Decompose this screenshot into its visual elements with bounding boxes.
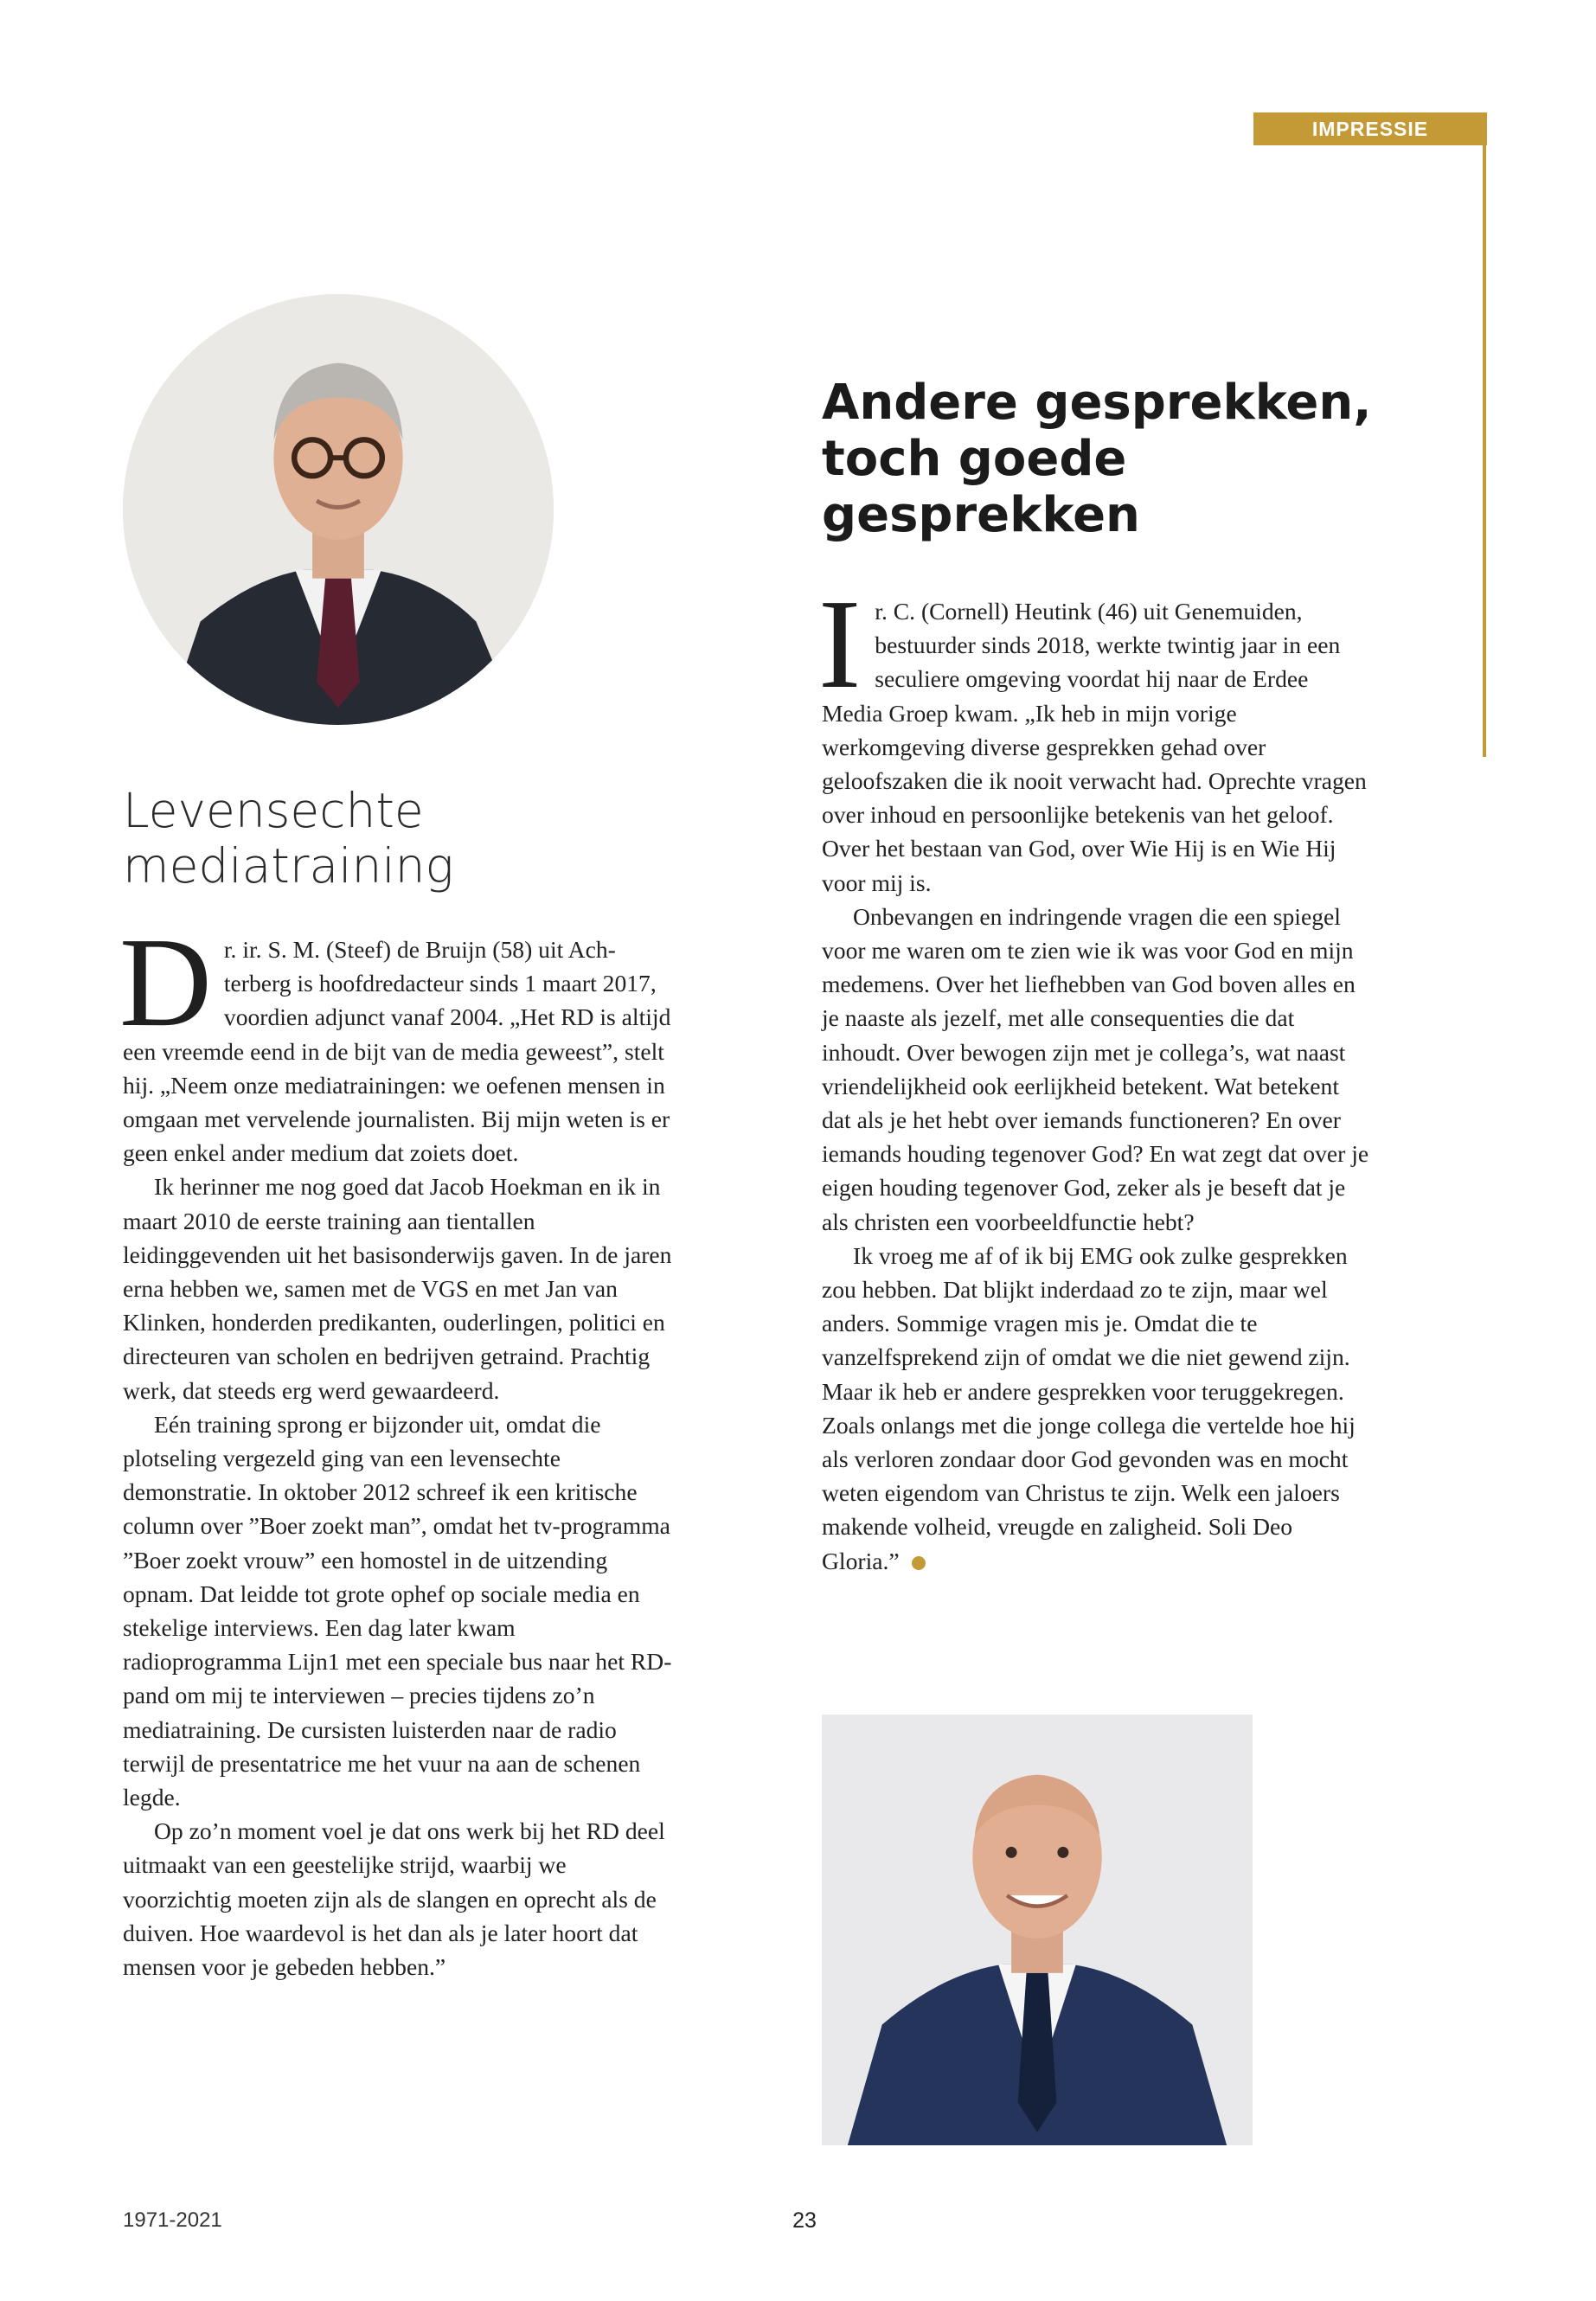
left-paragraph-3: Eén training sprong er bijzonder uit, omdat die plotseling vergezeld ging van een levensechte demonstratie. In oktober 2012 schreef ik een kritische column over ”Boer zoekt man”, omdat het tv-programma ”Boer zoekt vrouw” een homostel in de uitzending opnam. Dat leidde tot grote ophef op sociale media en stekelige interviews. Een dag later kwam radioprogramma Lijn1 met een speciale bus naar het RD-pand om mij te interviewen – precies tijdens zo’n mediatraining. De cursisten luisterden naar de radio terwijl de presentatrice me het vuur na aan de schenen legde. <box>123 1410 672 1811</box>
left-paragraph-4: Op zo’n moment voel je dat ons werk bij het RD deel uitmaakt van een geestelijke strijd, waarbij we voorzichtig moeten zijn als de slangen en oprecht als de duiven. Hoe waardevol is het dan als je later hoort dat mensen voor je gebeden hebben.” <box>123 1817 665 1981</box>
left-paragraph-1-text: r. ir. S. M. (Steef) de Bruijn (58) uit Achterberg is hoofdredacteur sinds 1 maart 2017, voordien adjunct vanaf 2004. „Het RD is altijd een vreemde eend in de bijt van de media geweest”, stelt hij. „Neem onze mediatrainingen: we oefenen mensen in omgaan met vervelende journalisten. Bij mijn weten is er geen enkel ander medium dat zoiets doet. <box>123 936 671 1167</box>
section-label: IMPRESSIE <box>1253 112 1487 145</box>
right-paragraph-1-text: r. C. (Cornell) Heutink (46) uit Genemuiden, bestuurder sinds 2018, werkte twintig jaar in een seculiere omgeving voordat hij naar de Erdee Media Groep kwam. „Ik heb in mijn vorige werkomgeving diverse gesprekken gehad over geloofszaken die ik nooit verwacht had. Oprechte vragen over inhoud en persoonlijke betekenis van het geloof. Over het bestaan van God, over Wie Hij is en Wie Hij voor mij is. <box>822 598 1367 896</box>
left-title-line-1: Levensechte <box>123 783 424 838</box>
left-paragraph-1 <box>119 912 673 1170</box>
left-title-line-2: mediatraining <box>123 838 454 894</box>
left-article-title <box>123 783 676 894</box>
right-paragraph-1 <box>818 574 1372 900</box>
right-title-line-1: Andere gesprekken, <box>822 375 1372 431</box>
right-paragraph-3 <box>822 1239 1372 1578</box>
right-dropcap: I <box>818 574 862 715</box>
portrait-photo-left <box>123 294 554 725</box>
portrait-photo-right <box>822 1715 1253 2145</box>
right-article-title <box>822 375 1375 543</box>
portrait-illustration-right <box>822 1715 1253 2145</box>
left-article-body <box>119 912 673 1984</box>
right-paragraph-3-text: Ik vroeg me af of ik bij EMG ook zulke gesprekken zou hebben. Dat blijkt inderdaad zo te zijn, maar wel anders. Sommige vragen mis je. Omdat die te vanzelfsprekend zijn of omdat we die niet gewend zijn. Maar ik heb er andere gesprekken voor teruggekregen. Zoals onlangs met die jonge collega die vertelde hoe hij als verloren zondaar door God gevonden was en mocht weten eigendom van Christus te zijn. Welk een jaloers makende volheid, vreugde en zaligheid. Soli Deo Gloria.” <box>822 1241 1356 1574</box>
left-dropcap: D <box>119 912 212 1054</box>
right-title-line-2: toch goede <box>822 431 1127 487</box>
right-title-line-3: gesprekken <box>822 487 1140 543</box>
gold-vertical-rule <box>1483 112 1486 757</box>
footer-years: 1971-2021 <box>123 2208 222 2232</box>
left-paragraph-2: Ik herinner me nog goed dat Jacob Hoekman en ik in maart 2010 de eerste training aan tientallen leidinggevenden uit het basisonderwijs gaven. In de jaren erna hebben we, samen met de VGS en met Jan van Klinken, honderden predikanten, ouderlingen, politici en directeuren van scholen en bedrijven getraind. Prachtig werk, dat steeds erg werd gewaardeerd. <box>123 1173 672 1404</box>
right-paragraph-2: Onbevangen en indringende vragen die een spiegel voor me waren om te zien wie ik was voor God en mijn medemens. Over het liefhebben van God boven alles en je naaste als jezelf, met alle consequenties die dat inhoudt. Over bewogen zijn met je collega’s, wat naast vriendelijkheid ook eerlijkheid betekent. Wat betekent dat als je het hebt over iemands functioneren? En over iemands houding tegenover God? En wat zegt dat over je eigen houding tegenover God, zeker als je beseft dat je als christen een voorbeeldfunctie hebt? <box>822 902 1369 1235</box>
page-number: 23 <box>792 2208 817 2233</box>
right-article-body <box>818 574 1372 1578</box>
end-of-article-dot-icon <box>912 1556 926 1570</box>
portrait-illustration-left <box>123 294 554 725</box>
